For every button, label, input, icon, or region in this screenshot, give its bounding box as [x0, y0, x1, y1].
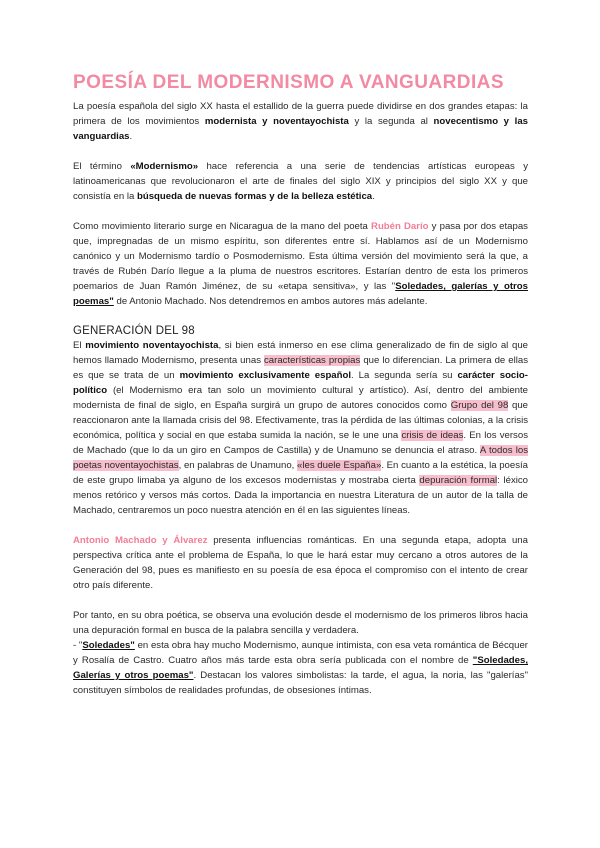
bold-phrase: movimiento exclusivamente español	[179, 370, 352, 381]
highlight: A todos los poetas noventayochistas	[73, 445, 529, 471]
highlight: Grupo del 98	[450, 400, 509, 411]
page-title: POESÍA DEL MODERNISMO A VANGUARDIAS	[73, 72, 504, 93]
document-page	[73, 72, 528, 698]
highlight: crisis de ideas	[401, 430, 464, 441]
bold-phrase: movimiento noventayochista	[85, 340, 219, 351]
section-heading: GENERACIÓN DEL 98	[73, 325, 195, 337]
highlight: depuración formal	[419, 475, 498, 486]
bold-phrase: modernista y noventayochista	[204, 116, 349, 127]
modernismo-paragraph: El término «Modernismo» hace referencia a una serie de tendencias artísticas europeas y latinoamericanas que revolucionaron el arte de finales del siglo XIX y principios del siglo XX y que consistía en la búsqueda de nuevas formas y de la belleza estética.	[73, 161, 528, 202]
highlight: «les duele España»	[297, 460, 382, 471]
intro-paragraph: La poesía española del siglo XX hasta el estallido de la guerra puede dividirse en dos grandes etapas: la primera de los movimientos modernista y noventayochista y la segunda al novecentismo y las vanguardias.	[73, 101, 528, 142]
bold-phrase: carácter socio-político	[73, 370, 528, 396]
obra-paragraph: Por tanto, en su obra poética, se observa una evolución desde el modernismo de los primeros libros hacia una depuración formal en busca de la palabra sencilla y verdadera.	[73, 610, 528, 636]
bold-phrase: búsqueda de nuevas formas y de la belleza estética	[137, 191, 373, 202]
highlight: características propias	[264, 355, 361, 366]
bold-phrase: novecentismo y las vanguardias	[73, 116, 528, 142]
highlighted-author: Antonio Machado y Álvarez	[73, 535, 208, 546]
soledades-paragraph: - "Soledades" en esta obra hay mucho Modernismo, aunque intimista, con esa veta romántica de Bécquer y Rosalía de Castro. Cuatro años más tarde esta obra sería publicada con el nombre de "Soledades, Galerías y otros poemas". Destacan los valores simbolistas: la tarde, el agua, la noria, las "galerías" constituyen símbolos de realidades profundas, de obsesiones íntimas.	[73, 640, 528, 696]
book-title: Soledades, galerías y otros poemas"	[73, 281, 528, 307]
highlighted-author: Rubén Darío	[371, 221, 429, 232]
bold-phrase: «Modernismo»	[130, 161, 199, 172]
book-title: Soledades"	[82, 640, 135, 651]
generacion-paragraph: El movimiento noventayochista, si bien está inmerso en ese clima generalizado de fin de siglo al que hemos llamado Modernismo, presenta unas características propias que lo diferencian. La primera de ellas es que se trata de un movimiento exclusivamente español. La segunda sería su carácter socio-político (el Modernismo era tan solo un movimiento cultural y artístico). Así, dentro del ambiente modernista de final de siglo, en España surgirá un grupo de autores conocidos como Grupo del 98 que reaccionaron ante la llamada crisis del 98. Efectivamente, tras la pérdida de las últimas colonias, a la crisis económica, política y social en que estaba sumida la nación, se le une una crisis de ideas. En los versos de Machado (que lo da un giro en Campos de Castilla) y de Unamuno se denuncia el atraso. A todos los poetas noventayochistas, en palabras de Unamuno, «les duele España». En cuanto a la estética, la poesía de este grupo limaba ya alguno de los excesos modernistas y mostraba cierta depuración formal: léxico menos retórico y versos más cortos. Dada la importancia en nuestra Literatura de un autor de la talla de Machado, centraremos un poco nuestra atención en él en las siguientes líneas.	[73, 340, 529, 516]
machado-paragraph: Antonio Machado y Álvarez presenta influencias románticas. En una segunda etapa, adopta una perspectiva crítica ante el problema de España, lo que le hará estar muy cercano a otros autores de la Generación del 98, pues es manifiesto en su poesía de esa época el compromiso con el intento de crear otro país diferente.	[73, 535, 528, 591]
book-title: "Soledades, Galerías y otros poemas"	[73, 655, 528, 681]
movimiento-paragraph: Como movimiento literario surge en Nicaragua de la mano del poeta Rubén Darío y pasa por dos etapas que, impregnadas de un mismo espíritu, son diferentes entre sí. Hablamos así de un Modernismo canónico y un Modernismo tardío o Posmodernismo. Esta última versión del movimiento será la que, a través de Rubén Darío llegue a la pluma de nuestros escritores. Estarían dentro de esta los primeros poemarios de Juan Ramón Jiménez, de su «etapa sensitiva», y las "Soledades, galerías y otros poemas" de Antonio Machado. Nos detendremos en ambos autores más adelante.	[73, 221, 528, 307]
